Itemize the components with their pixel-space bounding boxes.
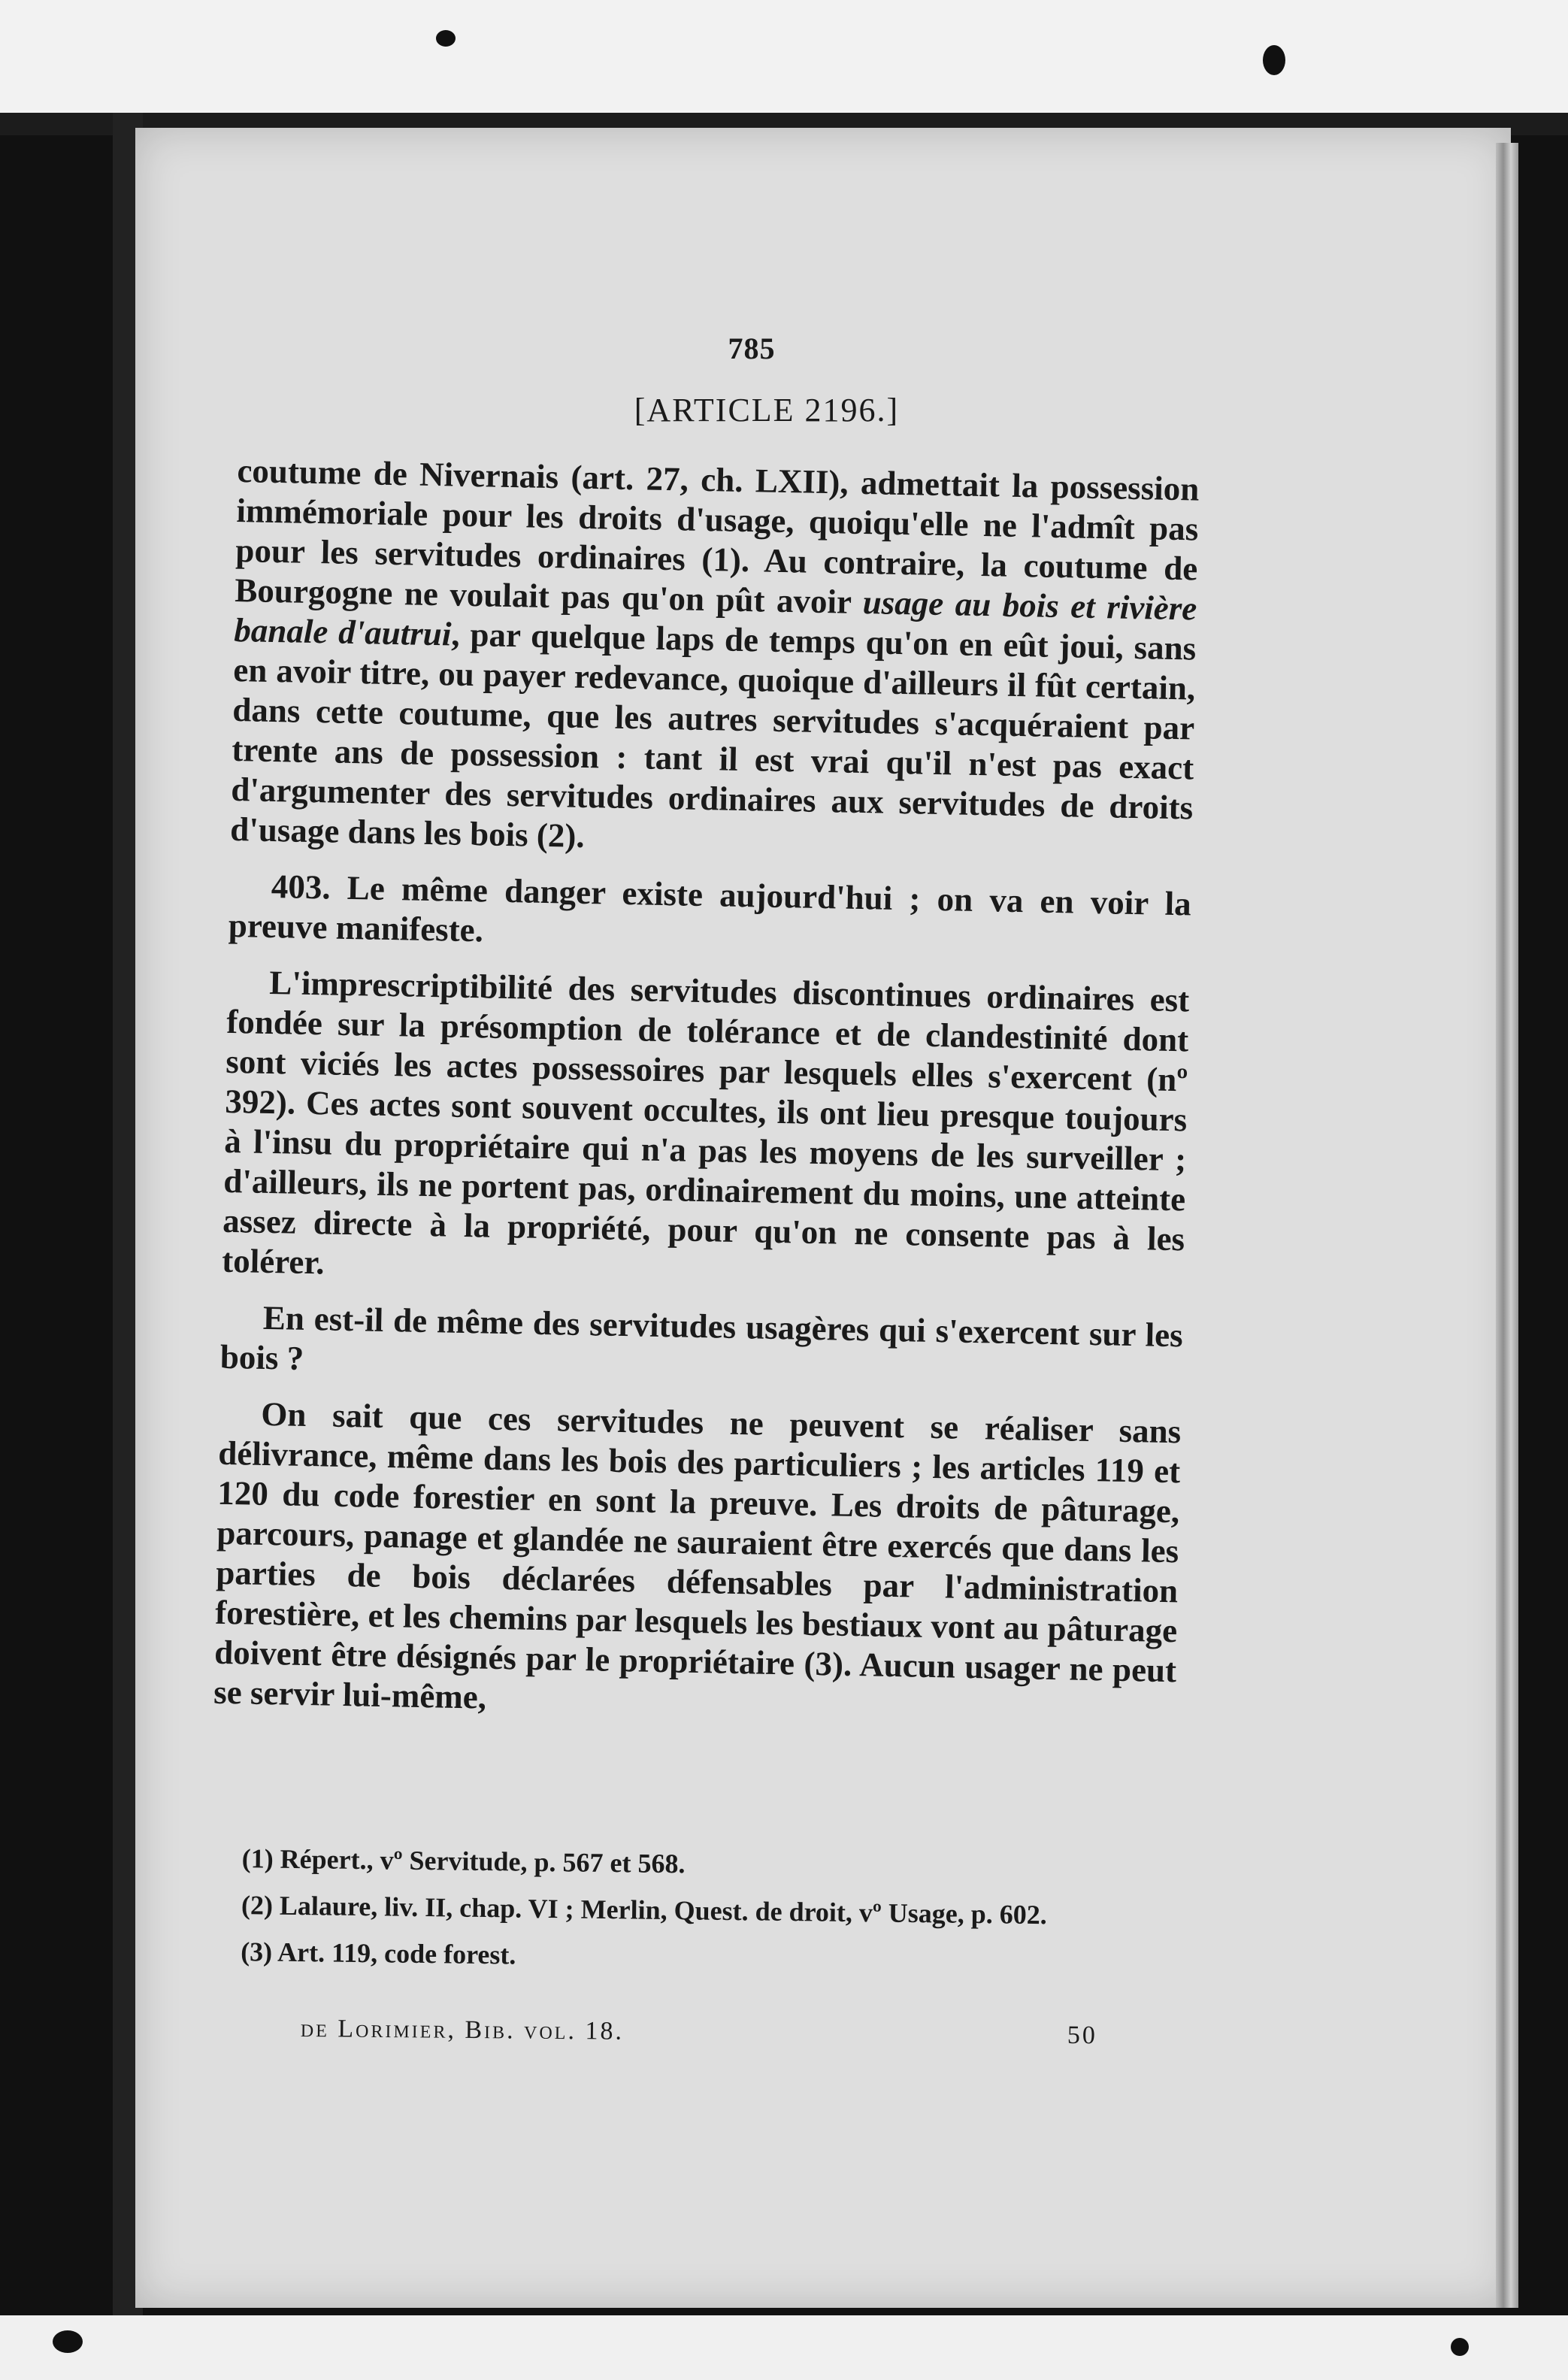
paragraph: On sait que ces servitudes ne peuvent se réaliser sans délivrance, même dans les bois des particuliers ; les articles 119 et 120 du code forestier en sont la preuve. Les droits de pâturage, parcours, panage et glandée ne sauraient être exercés que dans les parties de bois déclarées défensables par l'administration forestière, et les chemins par lesquels les bestiaux vont au pâturage doivent être désignés par le propriétaire (3). Aucun usager ne peut se servir lui-même,	[213, 1394, 1182, 1716]
film-border-top	[0, 0, 1568, 113]
printer-signature: de Lorimier, Bib. vol. 18.	[300, 2015, 625, 2045]
sheet-number: 50	[1067, 2021, 1097, 2050]
footnote: (2) Lalaure, liv. II, chap. VI ; Merlin, Quest. de droit, vº Usage, p. 602.	[241, 1890, 1048, 1930]
page-edge	[1496, 143, 1518, 2308]
dust-speck	[1263, 45, 1285, 75]
paragraph-text: , par quelque laps de temps qu'on en eût joui, sans en avoir titre, ou payer redevance, quoique d'ailleurs il fût certain, dans cette coutume, que les autres servitudes s'acquéraient par trente ans de possession : tant il est vrai qu'il n'est pas exact d'argumenter des servitudes ordinaires aux servitudes de droits d'usage dans les bois (2).	[229, 615, 1197, 855]
paragraph-italic: usage au bois et rivière banale d'autrui	[233, 583, 1197, 653]
footnote: (1) Répert., vº Servitude, p. 567 et 568.	[241, 1843, 686, 1879]
body-text	[213, 451, 1199, 1747]
dust-speck	[436, 30, 456, 47]
paragraph: En est-il de même des servitudes usagères qui s'exercent sur les bois ?	[219, 1298, 1184, 1377]
paragraph	[230, 451, 1200, 868]
footnotes	[236, 1842, 1200, 1994]
paragraph-text: coutume de Nivernais (art. 27, ch. LXII), admettait la possession immémoriale pour les droits d'usage, quoiqu'elle ne l'admît pas pour les servitudes ordinaires (1). Au contraire, la coutume de Bourgogne ne voulait pas qu'on pût avoir	[234, 451, 1200, 622]
article-heading: [ARTICLE 2196.]	[634, 392, 900, 428]
dust-speck	[1451, 2338, 1469, 2356]
page-number: 785	[728, 332, 776, 365]
paragraph: 403. Le même danger existe aujourd'hui ; on va en voir la preuve manifeste.	[228, 867, 1192, 949]
paragraph: L'imprescriptibilité des servitudes discontinues ordinaires est fondée sur la présomption de tolérance et de clandestinité dont sont viciés les actes possessoires par lesquels elles s'exercent (nº 392). Ces actes sont souvent occultes, ils ont lieu presque toujours à l'insu du propriétaire qui n'a pas les moyens de les surveiller ; d'ailleurs, ils ne portent pas, ordinairement du moins, une atteinte assez directe à la propriété, pour qu'on ne consente pas à les tolérer.	[221, 963, 1190, 1282]
film-border-bottom	[0, 2315, 1568, 2380]
footnote: (3) Art. 119, code forest.	[240, 1936, 516, 1970]
dust-speck	[53, 2330, 83, 2353]
